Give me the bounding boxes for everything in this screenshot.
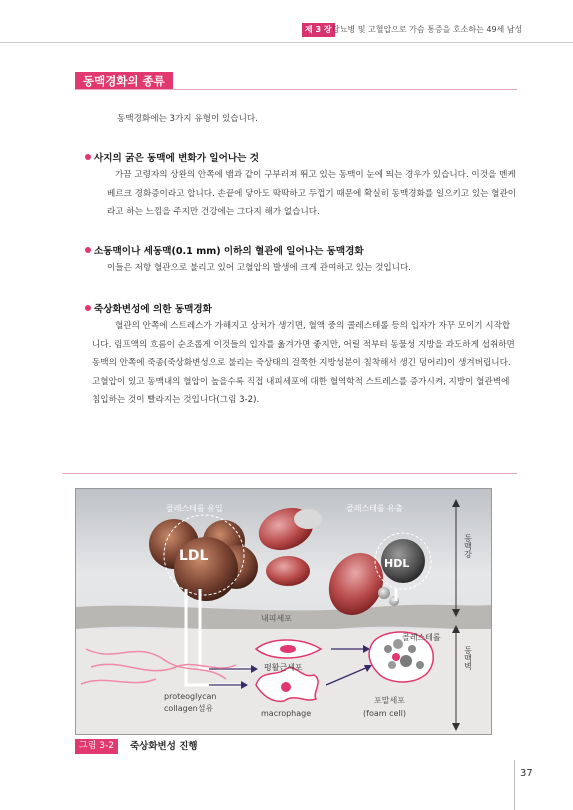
lipid-droplet (416, 661, 424, 669)
particle (378, 587, 390, 599)
subsection-heading-3: 죽상화변성에 의한 동맥경화 (85, 301, 212, 315)
section-title: 동맥경화의 종류 (75, 72, 173, 90)
lumen-label: 동맥강 (463, 534, 473, 558)
chapter-title: 당뇨병 및 고혈압으로 가슴 통증을 호소하는 49세 남성 (332, 25, 523, 34)
atherosclerosis-illustration (76, 489, 491, 734)
smooth-muscle-label: 평활근세포 (264, 663, 303, 672)
atherosclerosis-figure (75, 488, 492, 735)
lipid-droplet (388, 661, 396, 669)
endothelium-label: 내피세포 (261, 614, 292, 623)
ldl-particle (174, 537, 238, 601)
page-number: 37 (520, 768, 533, 779)
ldl-label: LDL (179, 548, 209, 564)
section-divider (62, 473, 517, 474)
cholesterol-in-label: 콜레스테롤 유입 (166, 504, 223, 513)
cell-nucleus (280, 645, 296, 653)
hdl-label: HDL (384, 557, 410, 570)
bullet-icon (85, 247, 91, 253)
subsection-body-2: 이들은 저항 혈관으로 불리고 있어 고혈압의 발생에 크게 관여하고 있는 것입니다. (107, 263, 412, 273)
collagen-label: collagen섬유 (164, 704, 214, 713)
foam-cell-label: 포말세포 (374, 696, 405, 705)
section-intro: 동맥경화에는 3가지 유형이 있습니다. (117, 114, 258, 124)
platelet (294, 509, 322, 529)
bullet-icon (85, 305, 91, 311)
lipid-droplet (384, 645, 392, 653)
bullet-icon (85, 154, 91, 160)
chapter-tab: 제 3 장 (302, 23, 335, 37)
subsection-heading-1: 사지의 굵은 동맥에 변화가 일어나는 것 (85, 150, 259, 164)
cell-nucleus (392, 653, 400, 661)
page-number-rule (514, 760, 515, 810)
figure-caption-tab: 그림 3-2 (75, 739, 118, 754)
header-rule (0, 42, 573, 43)
subsection-body-1: 가끔 고령자의 상완의 안쪽에 뱀과 같이 구부러져 뛰고 있는 동맥이 눈에 띄는 경우가 있습니다. 이것을 멘케베르크 경화증이라고 합니다. 손끝에 닿아도 딱딱하고 두껍기 때문에 확실히 동맥경화를 일으키고 있는 혈관이라고 하는 느낌을 주지만 건강에는 그다지 해가 없습니다. (107, 170, 517, 217)
figure-caption: 죽상화변성 진행 (130, 741, 198, 752)
cholesterol-out-label: 콜레스테롤 유출 (346, 504, 403, 513)
foam-cell-en-label: (foam cell) (363, 709, 406, 718)
red-blood-cell (266, 556, 310, 586)
wall-label: 동맥벽 (463, 646, 473, 670)
lipid-droplet (408, 645, 416, 653)
subsection-body-3: 혈관의 안쪽에 스트레스가 가해지고 상처가 생기면, 혈액 중의 콜레스테롤 등의 입자가 자꾸 모이기 시작합니다. 림프액의 흐름이 순조롭게 이것들의 입자를 옮겨가면 좋지만, 어릴 적부터 동물성 지방을 과도하게 섭취하면 동맥의 안쪽에 죽종(죽상화변성으로 불리는 죽상태의 걸쭉한 지방성분이 침착해서 생긴 덩어리)이 생겨버립니다. 고혈압이 있고 동맥내의 혈압이 높을수록 직접 내피세포에 대한 혈역학적 스트레스를 증가시켜, 지방이 혈관벽에 침입하는 것이 빨라지는 것입니다(그림 3-2). (92, 321, 515, 405)
section-rule (75, 89, 517, 90)
subsection-heading-2: 소동맥이나 세동맥(0.1 mm) 이하의 혈관에 일어나는 동맥경화 (85, 243, 364, 257)
macrophage-label: macrophage (261, 709, 312, 718)
proteoglycan-label: proteoglycan (164, 692, 217, 701)
cholesterol-label: 콜레스테롤 (402, 633, 441, 642)
lipid-droplet (400, 655, 412, 667)
cell-nucleus (281, 682, 291, 692)
